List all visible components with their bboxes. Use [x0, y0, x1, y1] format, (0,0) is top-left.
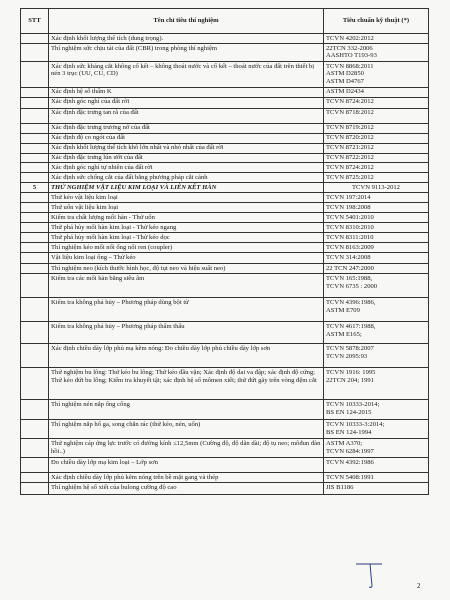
table-row — [21, 143, 429, 153]
standard-cell — [324, 87, 429, 97]
standard-code: ASTM E165; — [326, 330, 362, 338]
table-row — [21, 458, 429, 473]
test-name: Thử phá hủy mối hàn kim loại - Thử kéo ngang — [49, 223, 324, 233]
table-row — [21, 163, 429, 173]
test-name: Xác định khối lượng thể tích khô lớn nhất và nhỏ nhất của đất rời — [49, 143, 324, 153]
test-name: Thử nghiệm bu lông: Thử kéo bu lông; Thử kéo đầu vặn; Xác định độ dai va đập; xác định độ cứng; Thử kéo đứt bu lông; Kiểm tra khuyết tật; xác định hệ số mômen xiết; thử đứt gãy trên vòng đệm cắt — [49, 368, 324, 400]
table-row — [21, 43, 429, 61]
test-name: Kiểm tra chất lượng mối hàn - Thử uốn — [49, 213, 324, 223]
standard-code: TCVN 2095:93 — [326, 352, 368, 360]
standard-cell — [324, 34, 429, 44]
standard-cell — [324, 243, 429, 253]
standard-cell — [324, 143, 429, 153]
standard-code: 22 TCN 247:2000 — [326, 264, 374, 272]
test-name: Xác định góc nghỉ tự nhiên của đất rời — [49, 163, 324, 173]
test-name: Thử phá hủy mối hàn kim loại - Thử kéo dọc — [49, 233, 324, 243]
standard-cell — [324, 322, 429, 344]
table-row — [21, 368, 429, 400]
row-stt — [21, 123, 49, 133]
row-stt — [21, 233, 49, 243]
standard-code: TCVN 8311:2010 — [326, 233, 374, 241]
row-stt — [21, 439, 49, 458]
table-row — [21, 322, 429, 344]
row-stt — [21, 203, 49, 213]
test-name: Xác định góc nghỉ của đất rời — [49, 97, 324, 108]
test-name: Kiểm tra không phá hủy – Phương pháp thẩm thấu — [49, 322, 324, 344]
standard-code: TCVN 8719:2012 — [326, 124, 374, 132]
header-test-name: Tên chỉ tiêu thí nghiệm — [49, 9, 324, 34]
test-name: Kiểm tra các mối hàn bằng siêu âm — [49, 274, 324, 298]
standard-code: JIS B1186 — [326, 483, 354, 491]
standard-code: TCVN 8721:2012 — [326, 144, 374, 152]
table-row — [21, 193, 429, 203]
table-row — [21, 264, 429, 274]
row-stt — [21, 34, 49, 44]
standard-code: TCVN 8724:2012 — [326, 164, 374, 172]
table-row — [21, 420, 429, 439]
test-name: Thử nghiệm cáp ứng lực trước có đường kính ≤12,5mm (Cường độ, độ dãn dài; độ tụ neo; môđun đàn hồi..) — [49, 439, 324, 458]
standard-code: 22TCN 204; 1991 — [326, 376, 374, 384]
standard-cell — [324, 298, 429, 322]
test-name: Thí nghiệm sức chịu tải của đất (CBR) trong phòng thí nghiệm — [49, 43, 324, 61]
standard-cell — [324, 274, 429, 298]
standard-code: ASTM D4767 — [326, 78, 364, 86]
table-row — [21, 473, 429, 483]
table-row — [21, 203, 429, 213]
standard-code: TCVN 5401:2010 — [326, 214, 374, 222]
row-stt — [21, 243, 49, 253]
standard-code: TCVN 4617:1988, — [326, 322, 376, 330]
row-stt — [21, 87, 49, 97]
table-row — [21, 173, 429, 183]
test-name: Thí nghiệm kéo mối nối ống nối ren (coupler) — [49, 243, 324, 253]
row-stt — [21, 173, 49, 183]
test-name: Xác định đặc trưng lún ướt của đất — [49, 153, 324, 163]
standard-code: TCVN 8725:2012 — [326, 174, 374, 182]
standard-cell — [324, 264, 429, 274]
standard-code: TCVN 1916: 1995 — [326, 368, 376, 376]
test-name: Xác định đặc trưng trương nở của đất — [49, 123, 324, 133]
standard-cell — [324, 420, 429, 439]
row-stt — [21, 43, 49, 61]
test-name: Xác định sức chống cắt của đất bằng phương pháp cắt cánh — [49, 173, 324, 183]
standard-cell — [324, 133, 429, 143]
test-name: Thí nghiệm neo (kích thước hình học, độ tụt neo và hiệu suất neo) — [49, 264, 324, 274]
standard-cell — [324, 368, 429, 400]
section-title: THỬ NGHIỆM VẬT LIỆU KIM LOẠI VÀ LIÊN KẾT HÀN — [49, 183, 324, 193]
standard-cell — [324, 123, 429, 133]
row-stt — [21, 253, 49, 264]
table-row — [21, 439, 429, 458]
standard-cell — [324, 43, 429, 61]
standard-code: TCVN 4396:1986, — [326, 298, 376, 306]
test-standards-table — [20, 8, 429, 495]
row-stt — [21, 322, 49, 344]
row-stt — [21, 483, 49, 495]
row-stt — [21, 274, 49, 298]
document-sheet — [20, 8, 428, 495]
handwritten-mark — [352, 560, 392, 590]
test-name: Kiểm tra không phá hủy – Phương pháp dùng bột từ — [49, 298, 324, 322]
table-row — [21, 253, 429, 264]
test-name: Vật liệu kim loại ống – Thử kéo — [49, 253, 324, 264]
table-row — [21, 34, 429, 44]
standard-cell — [324, 473, 429, 483]
table-row — [21, 213, 429, 223]
row-stt — [21, 420, 49, 439]
table-row — [21, 223, 429, 233]
standard-code: ASTM D2850 — [326, 70, 364, 78]
standard-code: TCVN 8720:2012 — [326, 134, 374, 142]
standard-code: TCVN 10333-3:2014; — [326, 420, 385, 428]
table-row — [21, 123, 429, 133]
header-standard: Tiêu chuẩn kỹ thuật (*) — [324, 9, 429, 34]
standard-cell — [324, 439, 429, 458]
row-stt — [21, 368, 49, 400]
table-row — [21, 400, 429, 420]
standard-cell — [324, 108, 429, 123]
table-row — [21, 243, 429, 253]
row-stt — [21, 213, 49, 223]
standard-code: TCVN 10333-2014; — [326, 400, 380, 408]
row-stt — [21, 143, 49, 153]
standard-code: TCVN 8718:2012 — [326, 109, 374, 117]
test-name: Thử uốn vật liệu kim loại — [49, 203, 324, 213]
row-stt — [21, 61, 49, 87]
header-stt: STT — [21, 9, 49, 34]
table-row — [21, 344, 429, 368]
test-name: Thí nghiệm nén nắp ống cống — [49, 400, 324, 420]
standard-cell — [324, 203, 429, 213]
test-name: Xác định chiều dày lớp phủ mạ kẽm nóng: Đo chiều dày lớp phủ chiều dày lớp sơn — [49, 344, 324, 368]
standard-cell — [324, 483, 429, 495]
standard-cell — [324, 153, 429, 163]
standard-code: BS EN 124-2015 — [326, 408, 372, 416]
test-name: Xác định đặc trưng tan rã của đất — [49, 108, 324, 123]
standard-cell — [324, 61, 429, 87]
table-row — [21, 483, 429, 495]
standard-code: TCVN 8868:2011 — [326, 62, 374, 70]
standard-code: TCVN 314:2008 — [326, 253, 371, 261]
row-stt — [21, 108, 49, 123]
table-row — [21, 133, 429, 143]
table-row — [21, 97, 429, 108]
test-name: Xác định sức kháng cắt không cố kết – không thoát nước và cố kết – thoát nước của đất trên thiết bị nén 3 trục (UU, CU, CD) — [49, 61, 324, 87]
standard-code: TCVN 6735 : 2000 — [326, 282, 378, 290]
row-stt — [21, 264, 49, 274]
test-name: Thí nghiệm hệ số xiết của bulong cường độ cao — [49, 483, 324, 495]
table-row — [21, 153, 429, 163]
standard-code: TCVN 8163:2009 — [326, 243, 374, 251]
test-name: Xác định hệ số thấm K — [49, 87, 324, 97]
row-stt: 5 — [21, 183, 49, 193]
row-stt — [21, 344, 49, 368]
table-row — [21, 61, 429, 87]
test-name: Thí nghiệm nắp hố ga, song chắn rác (thử kéo, nén, uốn) — [49, 420, 324, 439]
row-stt — [21, 400, 49, 420]
standard-code: TCVN 9113-2012 — [352, 184, 400, 192]
standard-cell — [324, 233, 429, 243]
standard-code: ASTM A370; — [326, 439, 363, 447]
standard-cell — [324, 253, 429, 264]
row-stt — [21, 223, 49, 233]
standard-code: TCVN 5408:1991 — [326, 473, 374, 481]
table-row — [21, 298, 429, 322]
standard-cell — [324, 213, 429, 223]
standard-code: TCVN 5878:2007 — [326, 344, 374, 352]
standard-code: TCVN 8310:2010 — [326, 224, 374, 231]
standard-code: ASTM E709 — [326, 306, 360, 314]
table-row — [21, 274, 429, 298]
standard-code: 22TCN 332-2006 — [326, 44, 373, 52]
table-row — [21, 233, 429, 243]
table-row — [21, 87, 429, 97]
standard-cell — [324, 458, 429, 473]
standard-cell — [324, 97, 429, 108]
standard-cell — [324, 183, 429, 193]
row-stt — [21, 163, 49, 173]
standard-cell — [324, 163, 429, 173]
standard-cell — [324, 223, 429, 233]
standard-code: TCVN 165:1988, — [326, 274, 373, 282]
test-name: Xác định độ co ngót của đất — [49, 133, 324, 143]
standard-code: TCVN 4392:1986 — [326, 458, 374, 466]
standard-code: TCVN 8724:2012 — [326, 98, 374, 106]
standard-cell — [324, 344, 429, 368]
test-name: Thử kéo vật liệu kim loại — [49, 193, 324, 203]
standard-code: TCVN 198:2008 — [326, 204, 371, 212]
standard-code: TCVN 8722:2012 — [326, 154, 374, 162]
row-stt — [21, 473, 49, 483]
standard-code: AASHTO T193-93 — [326, 52, 377, 60]
row-stt — [21, 298, 49, 322]
table-body — [21, 34, 429, 495]
row-stt — [21, 193, 49, 203]
standard-code: BS EN 124-1994 — [326, 428, 372, 436]
standard-cell — [324, 173, 429, 183]
standard-cell — [324, 400, 429, 420]
test-name: Đo chiều dày lớp mạ kim loại – Lớp sơn — [49, 458, 324, 473]
row-stt — [21, 97, 49, 108]
standard-code: ASTM D2434 — [326, 88, 364, 96]
row-stt — [21, 153, 49, 163]
test-name: Xác định khối lượng thể tích (dung trọng). — [49, 34, 324, 44]
page-number: 2 — [417, 582, 421, 590]
row-stt — [21, 458, 49, 473]
section-row — [21, 183, 429, 193]
standard-code: TCVN 6284:1997 — [326, 447, 374, 455]
table-header-row — [21, 9, 429, 34]
standard-code: TCVN 197:2014 — [326, 194, 371, 202]
table-row — [21, 108, 429, 123]
standard-cell — [324, 193, 429, 203]
row-stt — [21, 133, 49, 143]
test-name: Xác định chiều dày lớp phủ kẽm nóng trên bề mặt gang và thép — [49, 473, 324, 483]
standard-code: TCVN 4202:2012 — [326, 34, 374, 42]
